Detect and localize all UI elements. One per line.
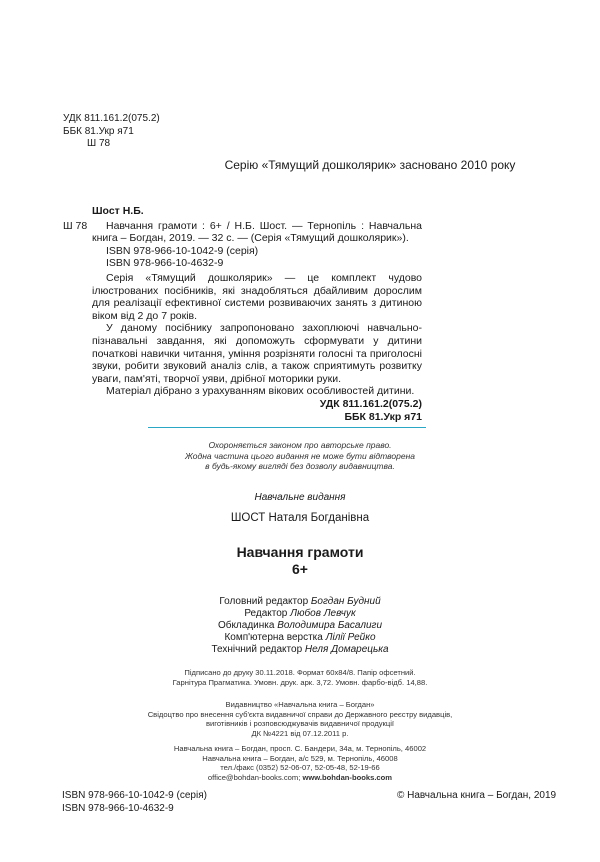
- card-author-mark: Ш 78: [63, 220, 88, 232]
- credit-line: [0, 644, 600, 656]
- website-link[interactable]: www.bohdan-books.com: [302, 772, 393, 782]
- publisher-certificate-1: Свідоцтво про внесення суб'єкта видавничої справи до Державного реєстру видавців,: [147, 709, 453, 719]
- credit-line: [0, 608, 600, 620]
- address-line-2: Навчальна книга – Богдан, а/с 529, м. Тернопіль, 46008: [202, 753, 398, 763]
- card-author: Шост Н.Б.: [92, 205, 144, 217]
- bottom-isbn-book: ISBN 978-966-10-4632-9: [62, 802, 174, 814]
- udc-code: УДК 811.161.2(075.2): [63, 113, 160, 124]
- bottom-isbn-series: ISBN 978-966-10-1042-9 (серія): [62, 790, 207, 801]
- copyright-line-2: Жодна частина цього видання не може бути відтворена: [184, 450, 416, 461]
- copyright-line-1: Охороняється законом про авторське право.: [208, 440, 392, 450]
- bottom-isbn-block: [62, 790, 207, 815]
- edition-type: Навчальне видання: [254, 492, 346, 503]
- publisher-certificate-3: ДК №4221 від 07.12.2011 р.: [251, 728, 349, 738]
- publisher-copyright: © Навчальна книга – Богдан, 2019: [397, 790, 557, 801]
- card-annotation-1: Серія «Тямущий дошколярик» — це комплект чудово ілюстрованих посібників, які знадобляться дбайливим дорослим для реалізації ефективної системи розвиваючих занять з дитиною віком від 2 до 7 років.: [92, 271, 422, 322]
- contact-line: office@bohdan-books.com; www.bohdan-books.com: [207, 772, 393, 782]
- credit-name: Володимира Басалиги: [277, 620, 383, 631]
- classification-block: [63, 113, 160, 151]
- address-info: [0, 744, 600, 782]
- print-info: [0, 668, 600, 687]
- card-udc: УДК 811.161.2(075.2): [319, 397, 422, 410]
- credit-line: [0, 596, 600, 608]
- card-annotation-3: Матеріал дібрано з урахуванням вікових особливостей дитини.: [106, 385, 415, 398]
- credit-role: Комп'ютерна верстка: [224, 632, 323, 643]
- copyright-notice: [150, 440, 450, 472]
- credit-name: Лілії Рейко: [325, 632, 376, 643]
- phone-line: тел./факс (0352) 52-06-07, 52-05-48, 52-19-66: [220, 763, 380, 773]
- author-full-name: ШОСТ Наталя Богданівна: [230, 512, 370, 524]
- card-annotation-2: У даному посібнику запропоновано захоплюючі навчально-пізнавальні завдання, які допоможуть сформувати у дитини початкові навички читання, уміння розрізняти голосні та приголосні звуки, робити звуковий аналіз слів, а також сприятимуть розвитку уваги, пам'яті, творчої уяви, дрібної моторики руки.: [92, 322, 422, 385]
- print-info-line-2: Гарнітура Прагматика. Умовн. друк. арк. 3,72. Умовн. фарбо-відб. 14,88.: [172, 677, 428, 687]
- credit-line: [0, 632, 600, 644]
- credit-name: Неля Домарецька: [304, 644, 389, 655]
- credit-role: Обкладинка: [217, 620, 275, 631]
- credit-role: Головний редактор: [219, 596, 309, 607]
- card-bbk: ББК 81.Укр я71: [344, 410, 422, 423]
- card-description: Навчання грамоти : 6+ / Н.Б. Шост. — Тернопіль : Навчальна книга – Богдан, 2019. — 32 с. — (Серія «Тямущий дошколярик»).: [92, 219, 422, 245]
- credit-name: Богдан Будний: [310, 596, 381, 607]
- publisher-info: [0, 700, 600, 738]
- catalog-card: [92, 205, 422, 423]
- book-title: Навчання грамоти: [236, 544, 364, 560]
- bbk-code: ББК 81.Укр я71: [63, 125, 134, 137]
- credit-role: Редактор: [244, 608, 288, 619]
- publisher-name: Видавництво «Навчальна книга – Богдан»: [225, 700, 375, 709]
- credit-role: Технічний редактор: [211, 644, 303, 655]
- address-line-1: Навчальна книга – Богдан, просп. С. Бандери, 34а, м. Тернопіль, 46002: [173, 744, 427, 753]
- section-divider: [148, 427, 426, 428]
- age-rating: 6+: [292, 561, 308, 577]
- credits-list: [0, 596, 600, 656]
- publisher-certificate-2: виготівників і розповсюджувачів видавничої продукції: [205, 719, 395, 729]
- card-isbn-series: ISBN 978-966-10-1042-9 (серія): [106, 244, 259, 257]
- card-isbn-book: ISBN 978-966-10-4632-9: [106, 257, 224, 270]
- copyright-line-3: в будь-якому вигляді без дозволу видавництва.: [205, 461, 395, 471]
- print-info-line-1: Підписано до друку 30.11.2018. Формат 60х84/8. Папір офсетний.: [184, 668, 416, 677]
- email-link[interactable]: office@bohdan-books.com: [207, 772, 299, 782]
- series-note: Серію «Тямущий дошколярик» засновано 2010 року: [224, 158, 516, 172]
- credit-line: [0, 620, 600, 632]
- credit-name: Любов Левчук: [290, 608, 356, 619]
- author-mark: Ш 78: [87, 138, 111, 149]
